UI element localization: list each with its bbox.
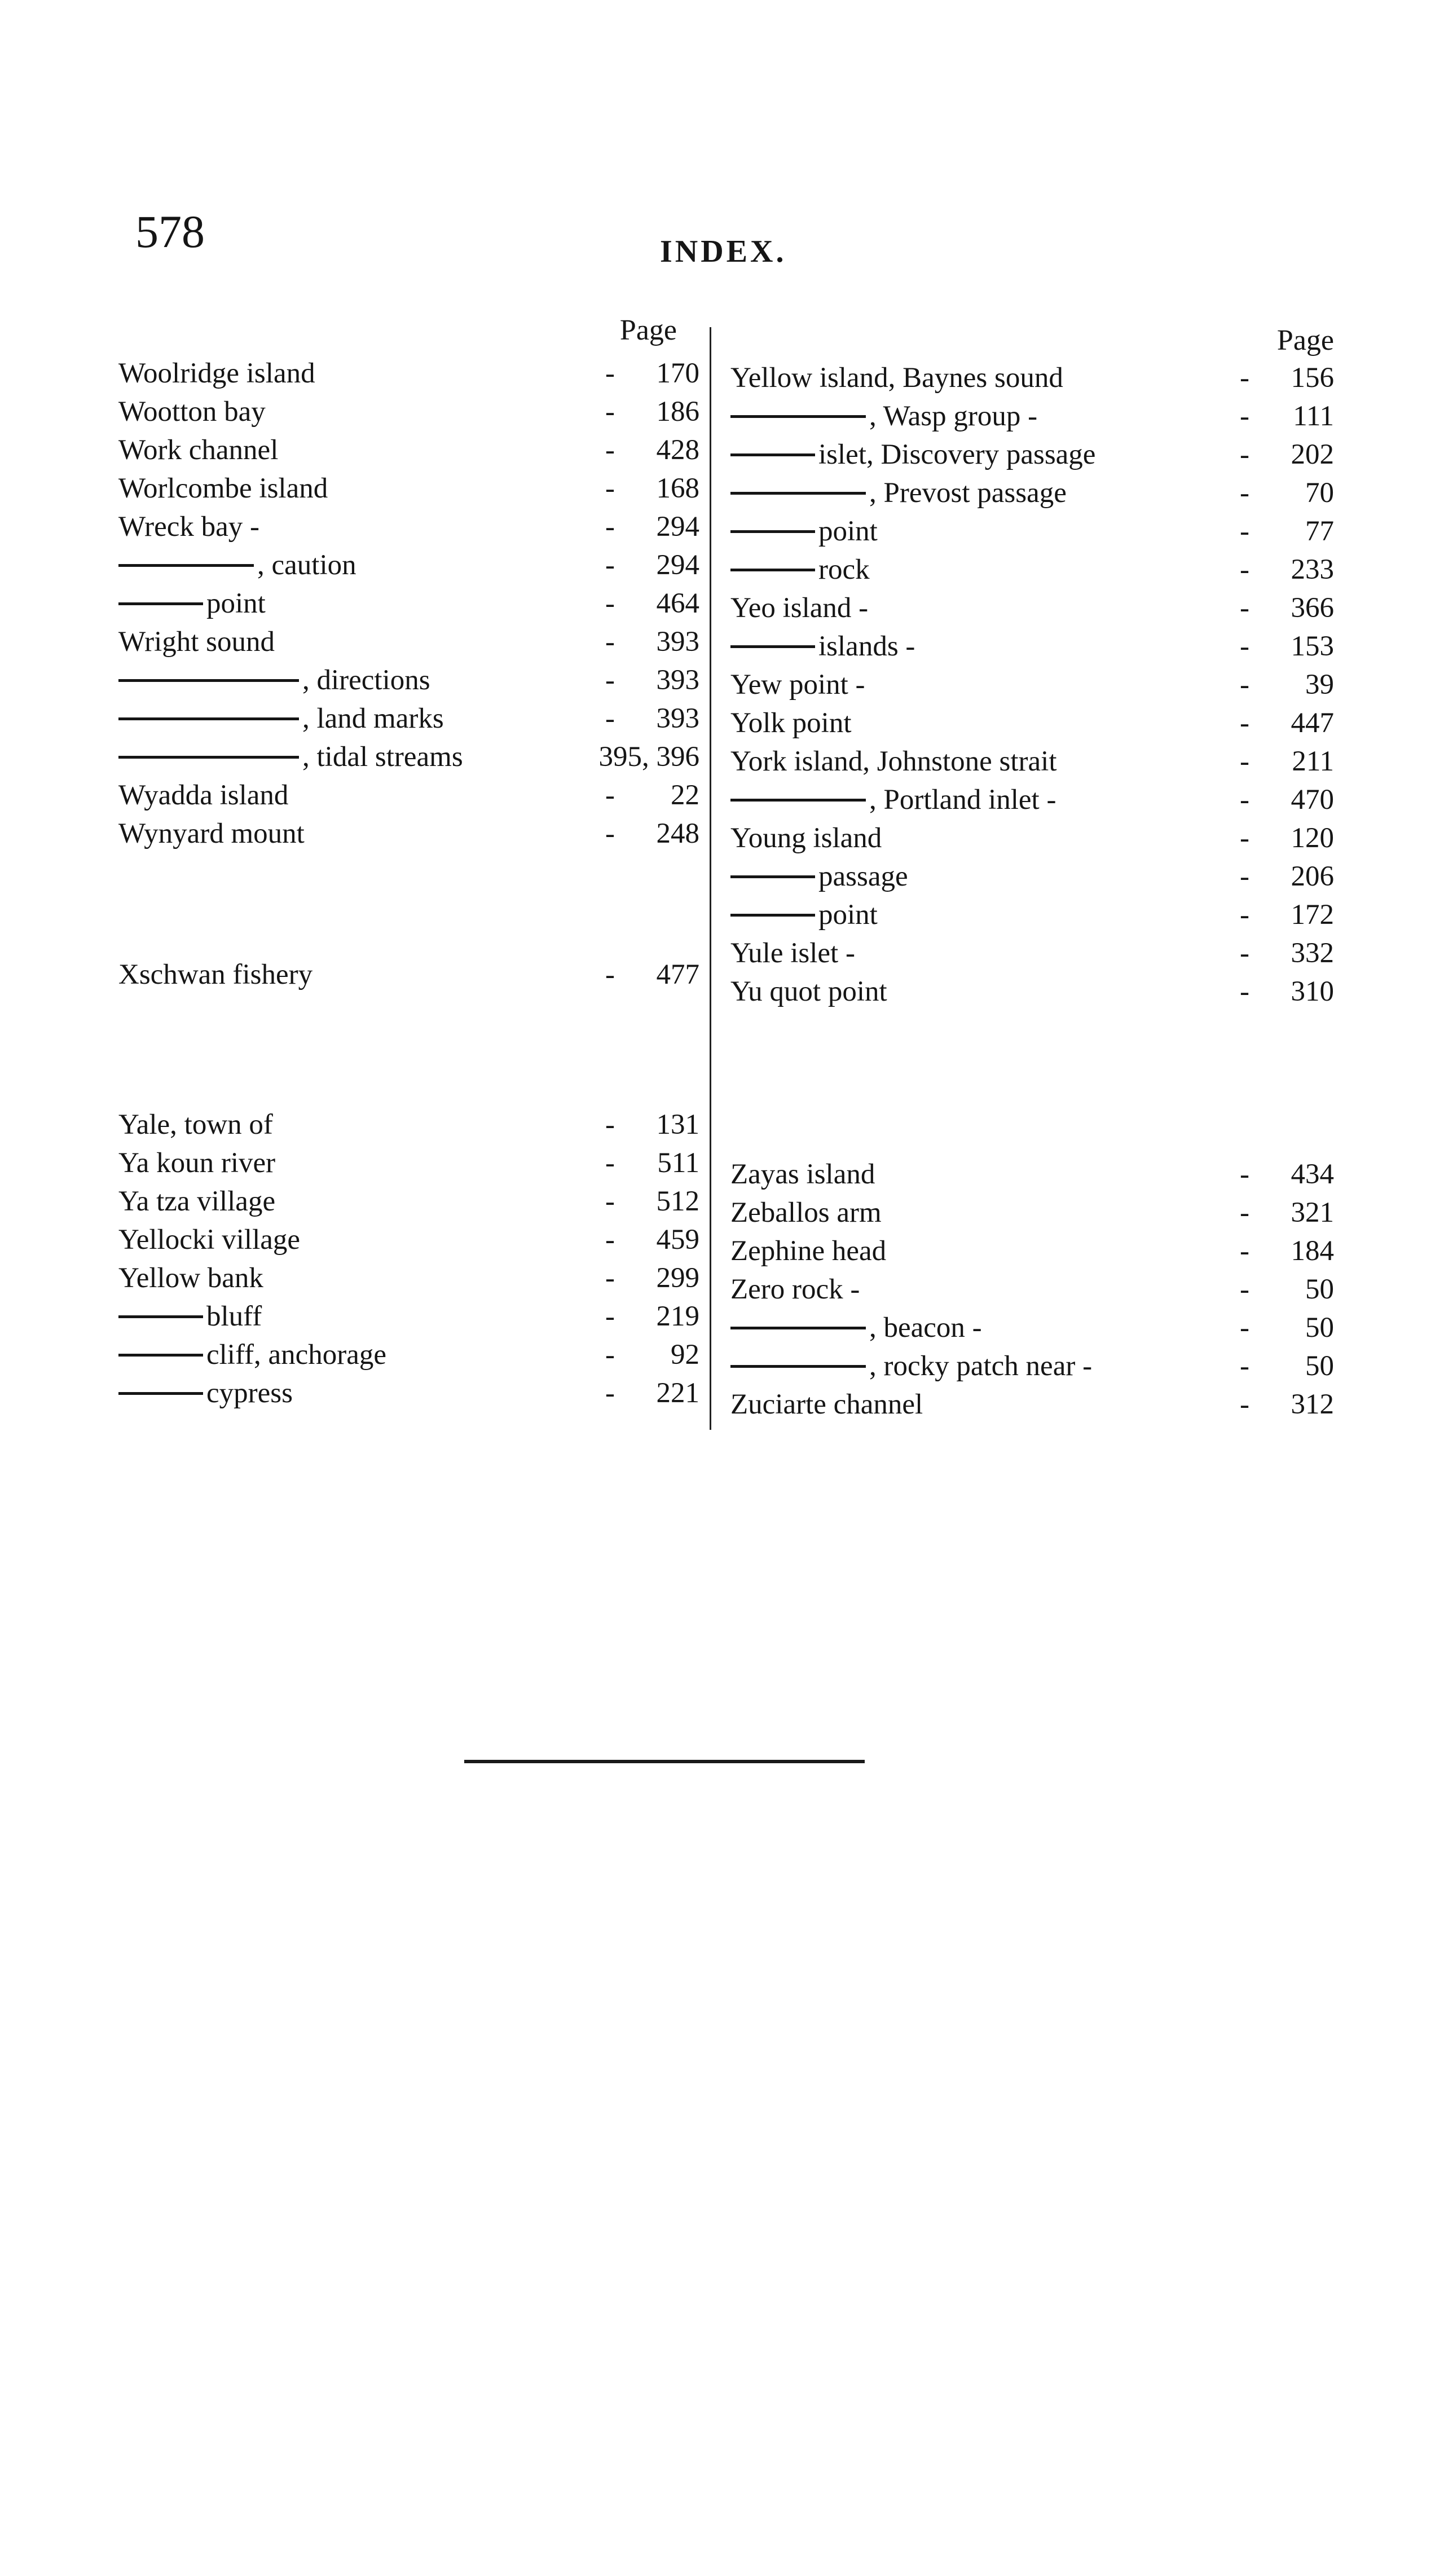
leader-dash: - — [1240, 1312, 1249, 1344]
index-entry — [730, 819, 1334, 857]
index-entry — [118, 1221, 699, 1259]
entry-page-number: 50 — [1305, 1350, 1334, 1382]
index-entry — [118, 814, 699, 853]
entry-page-number: 512 — [656, 1186, 699, 1217]
entry-page-number: 366 — [1291, 592, 1334, 624]
index-entry — [118, 508, 699, 546]
entry-page-number: 172 — [1291, 899, 1334, 931]
entry-page-number: 299 — [656, 1262, 699, 1294]
entry-label: point — [818, 516, 878, 547]
ditto-dash — [730, 453, 815, 456]
entry-label: Yeo island - — [730, 592, 869, 624]
index-entry — [730, 1232, 1334, 1270]
ditto-dash — [730, 415, 866, 418]
entry-label: Wright sound — [118, 626, 275, 658]
entry-label: bluff — [206, 1301, 262, 1332]
entry-label: Ya koun river — [118, 1147, 276, 1179]
entry-label: cypress — [206, 1377, 293, 1409]
entry-page-number: 248 — [656, 818, 699, 849]
end-rule — [464, 1760, 865, 1763]
leader-dash: - — [605, 1262, 615, 1294]
entry-label: passage — [818, 861, 908, 892]
index-entry — [118, 469, 699, 508]
leader-dash: - — [1240, 1197, 1249, 1228]
leader-dash: - — [1240, 746, 1249, 777]
index-entry — [730, 627, 1334, 666]
leader-dash: - — [605, 1224, 615, 1256]
index-entry — [730, 551, 1334, 589]
entry-label: Wootton bay — [118, 396, 266, 428]
leader-dash: - — [605, 1109, 615, 1141]
index-entry — [118, 738, 699, 776]
leader-dash: - — [605, 1186, 615, 1217]
entry-page-number: 39 — [1305, 669, 1334, 701]
entry-page-number: 321 — [1291, 1197, 1334, 1228]
entry-page-number: 511 — [657, 1147, 699, 1179]
ditto-dash — [730, 914, 815, 917]
leader-dash: - — [1240, 477, 1249, 509]
index-entry — [730, 896, 1334, 934]
index-entry — [730, 474, 1334, 512]
entry-page-number: 221 — [656, 1377, 699, 1409]
entry-page-number: 50 — [1305, 1274, 1334, 1305]
entry-label: Xschwan fishery — [118, 959, 313, 990]
entry-page-number: 294 — [656, 511, 699, 543]
leader-dash: - — [1240, 400, 1249, 432]
leader-dash: - — [1240, 362, 1249, 394]
entry-label: Yellow island, Baynes sound — [730, 362, 1063, 394]
entry-page-number: 470 — [1291, 784, 1334, 816]
entry-label: York island, Johnstone strait — [730, 746, 1057, 777]
entry-label: Wreck bay - — [118, 511, 259, 543]
ditto-dash — [730, 1365, 866, 1368]
entry-page-number: 70 — [1305, 477, 1334, 509]
entry-label: Zero rock - — [730, 1274, 860, 1305]
entry-label: Yule islet - — [730, 937, 855, 969]
leader-dash: - — [1240, 707, 1249, 739]
leader-dash: - — [1240, 516, 1249, 547]
index-entry — [118, 1106, 699, 1144]
index-entry — [730, 1385, 1334, 1424]
index-entry — [118, 584, 699, 623]
leader-dash: - — [605, 1339, 615, 1371]
index-entry — [118, 1259, 699, 1297]
entry-group-w — [118, 354, 699, 853]
entry-page-number: 168 — [656, 473, 699, 504]
page-column-heading: Page — [1276, 324, 1334, 356]
ditto-dash — [730, 645, 815, 648]
leader-dash: - — [1240, 592, 1249, 624]
leader-dash: - — [605, 358, 615, 389]
entry-label: rock — [818, 554, 870, 585]
ditto-dash — [118, 1354, 203, 1357]
entry-page-number: 447 — [1291, 707, 1334, 739]
leader-dash: - — [1240, 439, 1249, 470]
index-entry — [730, 1309, 1334, 1347]
entry-page-number: 393 — [656, 664, 699, 696]
leader-dash: - — [1240, 1274, 1249, 1305]
index-entry — [730, 704, 1334, 742]
index-entry — [118, 354, 699, 393]
index-entry — [118, 661, 699, 699]
entry-page-number: 310 — [1291, 976, 1334, 1007]
index-entry — [118, 1374, 699, 1412]
entry-label: Woolridge island — [118, 358, 315, 389]
index-entry — [118, 1297, 699, 1336]
column-divider — [710, 327, 711, 1430]
leader-dash: - — [605, 818, 615, 849]
ditto-dash — [730, 1327, 866, 1329]
entry-label: Worlcombe island — [118, 473, 328, 504]
entry-page-number: 219 — [656, 1301, 699, 1332]
entry-label: , rocky patch near - — [869, 1350, 1093, 1382]
entry-page-number: 395, 396 — [598, 741, 699, 773]
entry-label: , land marks — [302, 703, 444, 734]
index-column-left — [118, 316, 699, 1438]
entry-page-number: 211 — [1292, 746, 1334, 777]
entry-label: , Portland inlet - — [869, 784, 1056, 816]
entry-group-y-cont — [730, 359, 1334, 1011]
leader-dash: - — [1240, 976, 1249, 1007]
entry-label: Ya tza village — [118, 1186, 276, 1217]
entry-label: islet, Discovery passage — [818, 439, 1096, 470]
entry-group-z — [730, 1155, 1334, 1424]
index-entry — [118, 776, 699, 814]
leader-dash: - — [605, 511, 615, 543]
index-entry — [730, 1270, 1334, 1309]
entry-page-number: 428 — [656, 434, 699, 466]
ditto-dash — [118, 756, 299, 759]
index-entry — [730, 359, 1334, 397]
leader-dash: - — [605, 434, 615, 466]
ditto-dash — [730, 799, 866, 802]
entry-label: Wynyard mount — [118, 818, 305, 849]
entry-page-number: 393 — [656, 703, 699, 734]
entry-label: Young island — [730, 822, 882, 854]
leader-dash: - — [1240, 899, 1249, 931]
entry-page-number: 156 — [1291, 362, 1334, 394]
index-entry — [730, 397, 1334, 435]
entry-page-number: 434 — [1291, 1159, 1334, 1190]
ditto-dash — [118, 679, 299, 682]
entry-page-number: 22 — [671, 780, 699, 811]
ditto-dash — [730, 492, 866, 495]
index-entry — [118, 1182, 699, 1221]
entry-label: , beacon - — [869, 1312, 982, 1344]
entry-page-number: 77 — [1305, 516, 1334, 547]
entry-label: , Wasp group - — [869, 400, 1038, 432]
entry-label: islands - — [818, 631, 915, 662]
entry-page-number: 294 — [656, 549, 699, 581]
entry-label: Zephine head — [730, 1235, 887, 1267]
entry-label: cliff, anchorage — [206, 1339, 387, 1371]
entry-page-number: 186 — [656, 396, 699, 428]
leader-dash: - — [1240, 1159, 1249, 1190]
leader-dash: - — [1240, 554, 1249, 585]
leader-dash: - — [605, 959, 615, 990]
index-entry — [730, 934, 1334, 972]
page-column-heading: Page — [619, 314, 677, 346]
running-title: INDEX. — [660, 234, 787, 269]
entry-page-number: 206 — [1291, 861, 1334, 892]
entry-label: Yale, town of — [118, 1109, 273, 1141]
index-entry — [118, 1144, 699, 1182]
entry-label: Yu quot point — [730, 976, 887, 1007]
leader-dash: - — [1240, 631, 1249, 662]
ditto-dash — [118, 602, 203, 605]
leader-dash: - — [1240, 861, 1249, 892]
entry-label: , tidal streams — [302, 741, 463, 773]
leader-dash: - — [1240, 822, 1249, 854]
index-entry — [730, 666, 1334, 704]
leader-dash: - — [605, 664, 615, 696]
entry-label: Wyadda island — [118, 780, 289, 811]
ditto-dash — [118, 717, 299, 720]
index-entry — [730, 1347, 1334, 1385]
entry-label: Zeballos arm — [730, 1197, 882, 1228]
entry-page-number: 50 — [1305, 1312, 1334, 1344]
page-number: 578 — [135, 206, 205, 257]
leader-dash: - — [605, 780, 615, 811]
entry-label: Zuciarte channel — [730, 1389, 923, 1420]
index-entry — [730, 435, 1334, 474]
entry-page-number: 477 — [656, 959, 699, 990]
entry-label: point — [206, 588, 266, 619]
index-entry — [730, 972, 1334, 1011]
leader-dash: - — [1240, 937, 1249, 969]
leader-dash: - — [605, 1377, 615, 1409]
entry-label: Yellocki village — [118, 1224, 301, 1256]
leader-dash: - — [1240, 784, 1249, 816]
index-entry — [118, 955, 699, 994]
index-entry — [118, 393, 699, 431]
leader-dash: - — [605, 1147, 615, 1179]
entry-group-x — [118, 955, 699, 994]
leader-dash: - — [1240, 1235, 1249, 1267]
entry-page-number: 464 — [656, 588, 699, 619]
index-entry — [118, 699, 699, 738]
entry-page-number: 202 — [1291, 439, 1334, 470]
entry-page-number: 131 — [656, 1109, 699, 1141]
index-entry — [118, 623, 699, 661]
leader-dash: - — [605, 703, 615, 734]
leader-dash: - — [1240, 1350, 1249, 1382]
entry-page-number: 233 — [1291, 554, 1334, 585]
entry-label: point — [818, 899, 878, 931]
entry-page-number: 184 — [1291, 1235, 1334, 1267]
leader-dash: - — [605, 626, 615, 658]
index-entry — [730, 781, 1334, 819]
entry-page-number: 332 — [1291, 937, 1334, 969]
entry-page-number: 459 — [656, 1224, 699, 1256]
leader-dash: - — [605, 396, 615, 428]
entry-label: , directions — [302, 664, 430, 696]
entry-label: Zayas island — [730, 1159, 875, 1190]
index-entry — [730, 1194, 1334, 1232]
entry-page-number: 111 — [1293, 400, 1334, 432]
entry-label: , Prevost passage — [869, 477, 1067, 509]
index-entry — [118, 546, 699, 584]
entry-page-number: 170 — [656, 358, 699, 389]
index-entry — [118, 1336, 699, 1374]
entry-page-number: 92 — [671, 1339, 699, 1371]
entry-label: Yellow bank — [118, 1262, 263, 1294]
leader-dash: - — [1240, 1389, 1249, 1420]
ditto-dash — [118, 564, 254, 567]
leader-dash: - — [1240, 669, 1249, 701]
entry-label: Work channel — [118, 434, 279, 466]
leader-dash: - — [605, 588, 615, 619]
entry-page-number: 393 — [656, 626, 699, 658]
leader-dash: - — [605, 549, 615, 581]
entry-page-number: 120 — [1291, 822, 1334, 854]
index-column-right — [730, 326, 1334, 1448]
entry-group-y — [118, 1106, 699, 1412]
leader-dash: - — [605, 473, 615, 504]
ditto-dash — [730, 875, 815, 878]
ditto-dash — [118, 1315, 203, 1318]
index-entry — [730, 1155, 1334, 1194]
entry-label: , caution — [257, 549, 356, 581]
ditto-dash — [730, 569, 815, 571]
entry-label: Yew point - — [730, 669, 865, 701]
index-entry — [118, 431, 699, 469]
entry-label: Yolk point — [730, 707, 852, 739]
ditto-dash — [730, 530, 815, 533]
ditto-dash — [118, 1392, 203, 1395]
entry-page-number: 153 — [1291, 631, 1334, 662]
index-entry — [730, 589, 1334, 627]
index-entry — [730, 512, 1334, 551]
leader-dash: - — [605, 1301, 615, 1332]
index-entry — [730, 742, 1334, 781]
entry-page-number: 312 — [1291, 1389, 1334, 1420]
index-entry — [730, 857, 1334, 896]
